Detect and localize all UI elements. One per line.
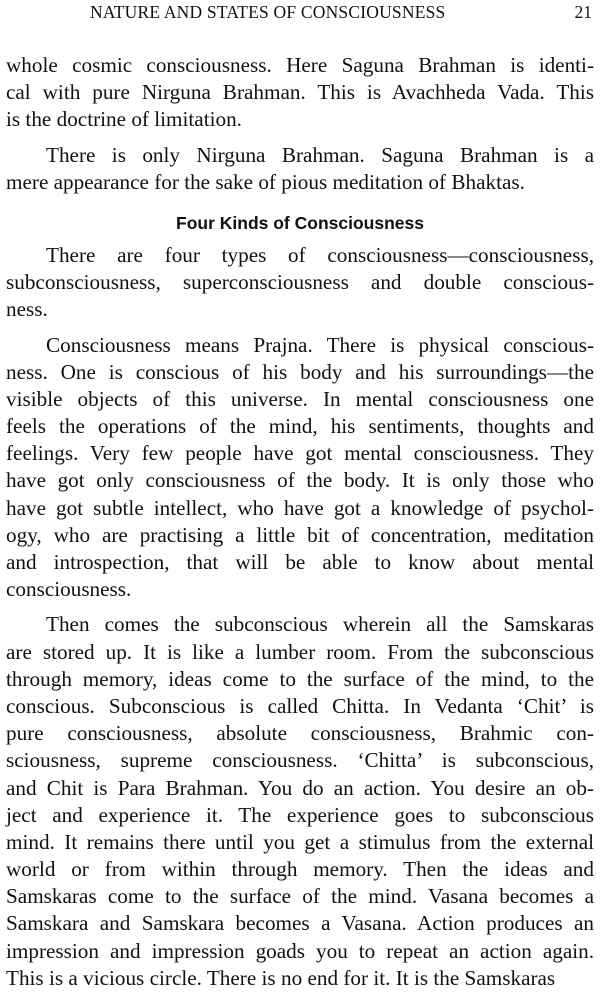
text-line: visible objects of this universe. In mental consciousness one [6, 386, 594, 411]
page-body [6, 52, 594, 992]
paragraphs-before-heading [6, 52, 594, 196]
text-line: feelings. Very few people have got mental consciousness. They [6, 441, 594, 466]
text-line: is the doctrine of limitation. [6, 107, 242, 132]
text-line: mind. It remains there until you get a stimulus from the external [6, 829, 594, 854]
text-line: sciousness, supreme consciousness. ‘Chitta’ is subconscious, [6, 748, 594, 773]
text-line: Consciousness means Prajna. There is physical conscious- [46, 332, 594, 357]
text-line: consciousness. [6, 577, 132, 602]
text-line: conscious. Subconscious is called Chitta. In Vedanta ‘Chit’ is [6, 693, 594, 718]
text-line: have got subtle intellect, who have got a knowledge of psychol- [6, 495, 594, 520]
text-line: mere appearance for the sake of pious meditation of Bhaktas. [6, 169, 525, 194]
text-line: There are four types of consciousness—consciousness, [46, 242, 594, 267]
section-heading: Four Kinds of Consciousness [176, 212, 424, 233]
paragraph [6, 52, 594, 134]
text-line: ject and experience it. The experience goes to subconscious [6, 802, 594, 827]
text-line: subconsciousness, superconsciousness and double conscious- [6, 270, 594, 295]
running-title: NATURE AND STATES OF CONSCIOUSNESS [90, 2, 446, 22]
text-line: Then comes the subconscious wherein all the Samskaras [46, 612, 594, 637]
paragraph [6, 332, 594, 604]
text-line: pure consciousness, absolute consciousness, Brahmic con- [6, 721, 594, 746]
text-line: There is only Nirguna Brahman. Saguna Brahman is a [46, 142, 594, 167]
paragraph [6, 242, 594, 324]
page-number: 21 [574, 2, 592, 22]
text-line: This is a vicious circle. There is no end for it. It is the Samskaras [6, 965, 556, 990]
text-line: ness. [6, 297, 48, 322]
text-line: through memory, ideas come to the surface of the mind, to the [6, 666, 594, 691]
text-line: whole cosmic consciousness. Here Saguna Brahman is identi- [6, 53, 594, 77]
text-line: world or from within through memory. Then the ideas and [6, 857, 594, 882]
paragraph [6, 611, 594, 992]
paragraph [6, 142, 594, 196]
text-line: have got only consciousness of the body. It is only those who [6, 468, 594, 493]
text-line: Samskara and Samskara becomes a Vasana. Action produces an [6, 911, 594, 936]
text-line: feels the operations of the mind, his sentiments, thoughts and [6, 414, 594, 439]
text-line: ogy, who are practising a little bit of concentration, meditation [6, 522, 594, 547]
text-line: impression and impression goads you to repeat an action again. [6, 938, 594, 963]
text-line: and introspection, that will be able to know about mental [6, 550, 594, 574]
paragraphs-after-heading [6, 242, 594, 992]
text-line: cal with pure Nirguna Brahman. This is Avachheda Vada. This [6, 80, 594, 105]
text-line: are stored up. It is like a lumber room. From the subconscious [6, 639, 594, 664]
running-header [0, 2, 600, 26]
text-line: Samskaras come to the surface of the mind. Vasana becomes a [6, 884, 594, 909]
text-line: ness. One is conscious of his body and his surroundings—the [6, 359, 594, 384]
text-line: and Chit is Para Brahman. You do an action. You desire an ob- [6, 775, 594, 800]
